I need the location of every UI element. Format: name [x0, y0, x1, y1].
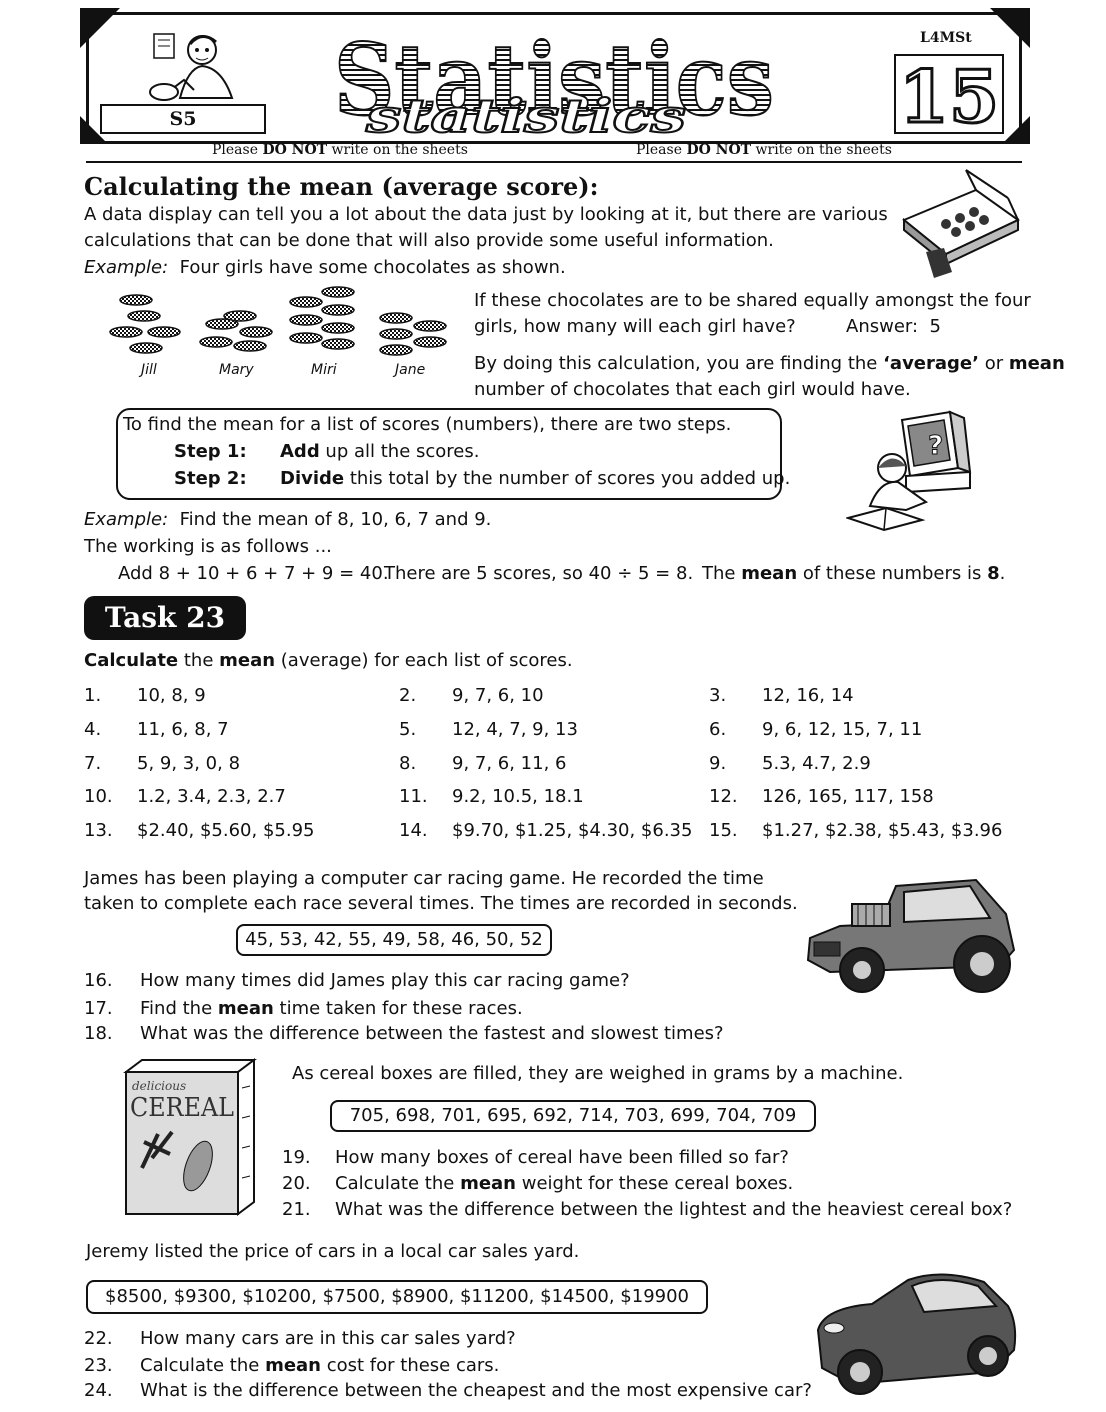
question-line-1: If these chocolates are to be shared equally amongst the four [474, 290, 1031, 311]
race-truck-icon [800, 874, 1022, 1002]
problem-values: 126, 165, 117, 158 [762, 786, 934, 807]
problem-values: 5.3, 4.7, 2.9 [762, 753, 871, 774]
q21-text: What was the difference between the lightest and the heaviest cereal box? [335, 1199, 1013, 1220]
example-2-part-1: Add 8 + 10 + 6 + 7 + 9 = 40. [118, 563, 389, 584]
problem-values: 11, 6, 8, 7 [137, 719, 229, 740]
cereal-box-icon [122, 1058, 260, 1218]
problem-values: $2.40, $5.60, $5.95 [137, 820, 315, 841]
sheet-number-box [894, 54, 1004, 134]
problem-values: $9.70, $1.25, $4.30, $6.35 [452, 820, 693, 841]
question-line-4: number of chocolates that each girl would have. [474, 379, 911, 400]
intro-line-1: A data display can tell you a lot about the data just by looking at it, but there are various [84, 204, 888, 225]
problem-number: 6. [709, 719, 727, 740]
problem-number: 13. [84, 820, 113, 841]
q23-text: Calculate the mean cost for these cars. [140, 1355, 500, 1376]
problem-values: 5, 9, 3, 0, 8 [137, 753, 241, 774]
note-right: Please DO NOT write on the sheets [636, 142, 892, 158]
header-rule [86, 161, 1022, 163]
girl-name-miri: Miri [311, 362, 337, 378]
problem-values: 1.2, 3.4, 2.3, 2.7 [137, 786, 286, 807]
note-left: Please DO NOT write on the sheets [212, 142, 468, 158]
q24-number: 24. [84, 1380, 113, 1401]
q21-number: 21. [282, 1199, 311, 1220]
example-2-part-3: The mean of these numbers is 8. [702, 563, 1006, 584]
q18-number: 18. [84, 1023, 113, 1044]
james-line-1: James has been playing a computer car racing game. He recorded the time [84, 868, 764, 889]
problem-number: 5. [399, 719, 417, 740]
q18-text: What was the difference between the fastest and slowest times? [140, 1023, 724, 1044]
problem-values: 12, 16, 14 [762, 685, 854, 706]
q20-number: 20. [282, 1173, 311, 1194]
svg-text:CEREAL: CEREAL [130, 1093, 234, 1123]
problem-values: 10, 8, 9 [137, 685, 206, 706]
teacher-on-phone-icon [140, 28, 250, 104]
question-line-2: girls, how many will each girl have? [474, 316, 796, 337]
problem-number: 8. [399, 753, 417, 774]
cereal-intro: As cereal boxes are filled, they are weighed in grams by a machine. [292, 1063, 904, 1084]
svg-text:statistics: statistics [364, 89, 686, 143]
girl-name-jill: Jill [141, 362, 157, 378]
question-line-3: By doing this calculation, you are finding the ‘average’ or mean [474, 353, 1065, 374]
student-computer-icon [846, 410, 976, 532]
problem-values: 12, 4, 7, 9, 13 [452, 719, 578, 740]
girl-name-mary: Mary [219, 362, 254, 378]
q24-text: What is the difference between the cheapest and the most expensive car? [140, 1380, 812, 1401]
chocolate-box-icon [896, 168, 1026, 280]
problem-number: 10. [84, 786, 113, 807]
step-1-text: Add up all the scores. [280, 441, 480, 462]
question-answer: Answer: 5 [846, 316, 941, 337]
intro-example: Example: Four girls have some chocolates as shown. [84, 257, 566, 278]
q22-text: How many cars are in this car sales yard? [140, 1328, 516, 1349]
cereal-data-box: 705, 698, 701, 695, 692, 714, 703, 699, 704, 709 [330, 1100, 816, 1132]
example-2-working: The working is as follows ... [84, 536, 332, 557]
svg-text:Statistics: Statistics [334, 24, 774, 138]
q17-text: Find the mean time taken for these races. [140, 998, 523, 1019]
svg-text:?: ? [928, 431, 944, 461]
problem-number: 7. [84, 753, 102, 774]
task-title: Task 23 [84, 596, 246, 640]
problem-number: 14. [399, 820, 428, 841]
james-line-2: taken to complete each race several times. The times are recorded in seconds. [84, 893, 798, 914]
sports-car-icon [812, 1268, 1022, 1402]
problem-number: 15. [709, 820, 738, 841]
step-2-label: Step 2: [174, 468, 247, 489]
problem-values: 9.2, 10.5, 18.1 [452, 786, 584, 807]
problem-number: 2. [399, 685, 417, 706]
step-2-text: Divide this total by the number of scores you added up. [280, 468, 791, 489]
problem-values: 9, 6, 12, 15, 7, 11 [762, 719, 923, 740]
problem-number: 9. [709, 753, 727, 774]
svg-text:15: 15 [898, 56, 1000, 132]
q23-number: 23. [84, 1355, 113, 1376]
chocolates-illustration [100, 284, 460, 364]
q19-number: 19. [282, 1147, 311, 1168]
step-1-label: Step 1: [174, 441, 247, 462]
girl-name-jane: Jane [395, 362, 426, 378]
jeremy-data-box: $8500, $9300, $10200, $7500, $8900, $11200, $14500, $19900 [86, 1280, 708, 1314]
q16-number: 16. [84, 970, 113, 991]
steps-intro: To find the mean for a list of scores (numbers), there are two steps. [123, 414, 732, 435]
problem-values: 9, 7, 6, 11, 6 [452, 753, 567, 774]
problem-number: 1. [84, 685, 102, 706]
intro-line-2: calculations that can be done that will also provide some useful information. [84, 230, 774, 251]
svg-text:delicious: delicious [132, 1079, 187, 1093]
problem-number: 11. [399, 786, 428, 807]
jeremy-intro: Jeremy listed the price of cars in a local car sales yard. [86, 1241, 580, 1262]
james-data-box: 45, 53, 42, 55, 49, 58, 46, 50, 52 [236, 924, 552, 956]
q16-text: How many times did James play this car racing game? [140, 970, 630, 991]
q20-text: Calculate the mean weight for these cereal boxes. [335, 1173, 794, 1194]
q19-text: How many boxes of cereal have been filled so far? [335, 1147, 789, 1168]
problem-number: 3. [709, 685, 727, 706]
section-heading: Calculating the mean (average score): [84, 172, 599, 201]
problem-number: 12. [709, 786, 738, 807]
problem-values: 9, 7, 6, 10 [452, 685, 544, 706]
example-2-part-2: There are 5 scores, so 40 ÷ 5 = 8. [384, 563, 694, 584]
problem-values: $1.27, $2.38, $5.43, $3.96 [762, 820, 1003, 841]
sheet-code: L4MSt [920, 30, 972, 46]
example-2: Example: Find the mean of 8, 10, 6, 7 and 9. [84, 509, 492, 530]
problem-number: 4. [84, 719, 102, 740]
statistics-title-art [330, 24, 782, 148]
class-badge: S5 [100, 104, 266, 134]
q17-number: 17. [84, 998, 113, 1019]
task-instruction: Calculate the mean (average) for each list of scores. [84, 650, 573, 671]
q22-number: 22. [84, 1328, 113, 1349]
